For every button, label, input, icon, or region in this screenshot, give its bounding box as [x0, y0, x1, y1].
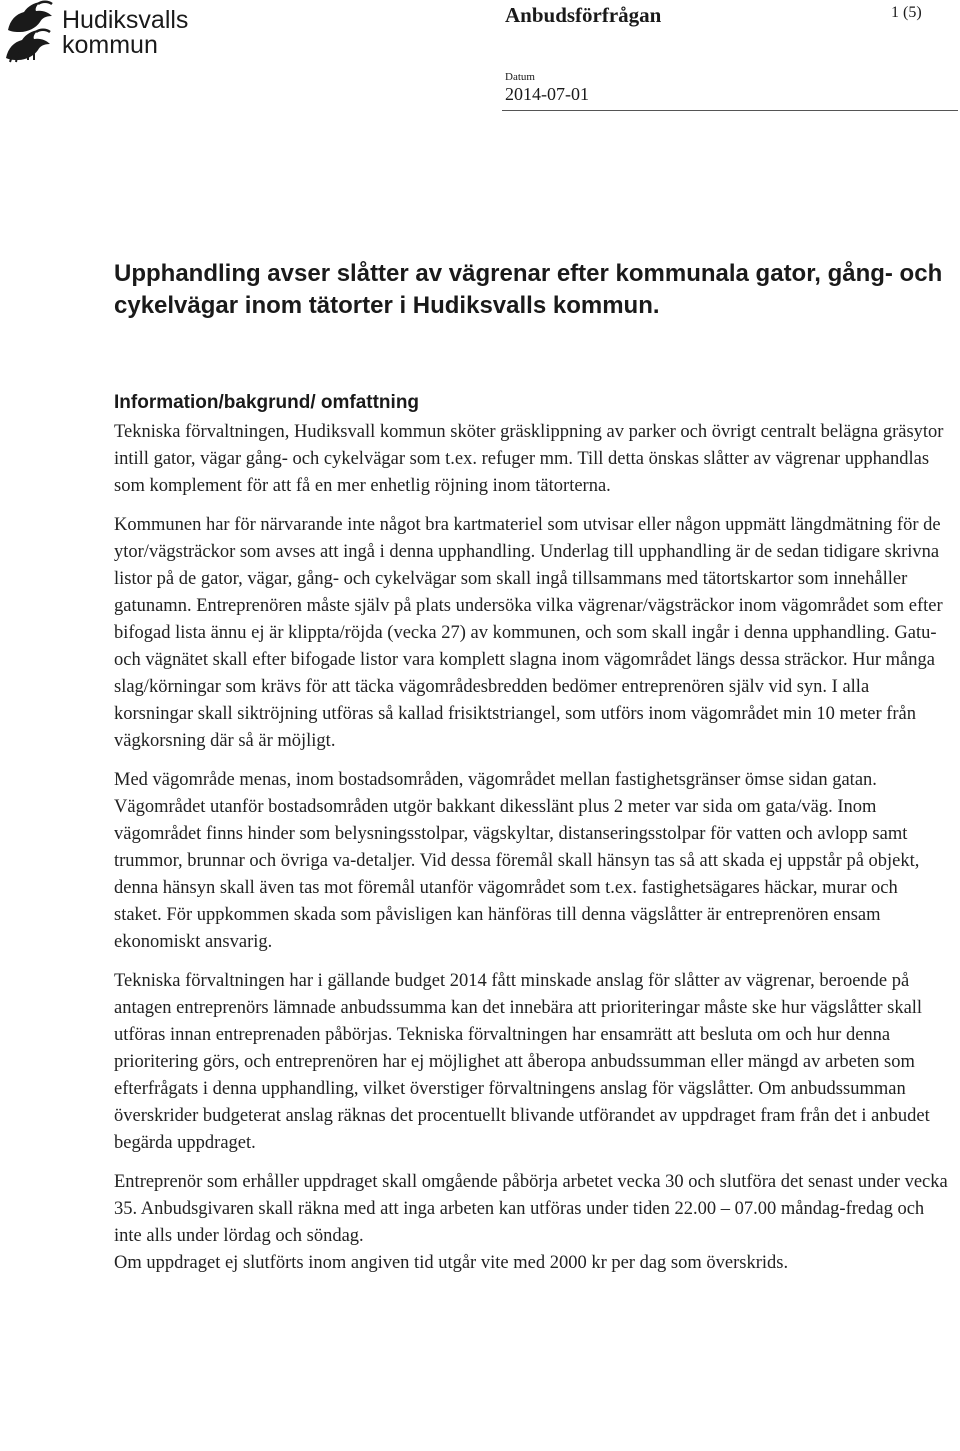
- goat-emblem-icon: [2, 0, 58, 66]
- paragraph-road-area: Med vägområde menas, inom bostadsområden, vägområdet mellan fastighetsgränser ömse sidan gatan. Vägområdet utanför bostadsområden utgör bakkant dikesslänt plus 2 meter var sida om gata/väg. Inom vägområdet finns hinder som belysningsstolpar, vägskyltar, distanseringsstolpar för vatten och avlopp samt trummor, brunnar och övriga va-detaljer. Vid dessa föremål skall hänsyn tas så att skada ej uppstår på objekt, denna hänsyn skall även tas mot föremål utanför vägområdet som t.ex. fastighetsägares häckar, murar och staket. För uppkommen skada som påvisligen kan hänföras till denna vägslåtter är entreprenören ensam ekonomiskt ansvarig.: [114, 770, 920, 952]
- logo-line-1: Hudiksvalls: [62, 6, 189, 34]
- logo-wordmark: [62, 8, 188, 58]
- page-number: 1 (5): [891, 4, 922, 21]
- paragraph-penalty: Om uppdraget ej slutförts inom angiven tid utgår vite med 2000 kr per dag som överskrids.: [114, 1253, 789, 1273]
- logo-line-2: kommun: [62, 31, 158, 59]
- hudiksvall-logo: [2, 0, 202, 70]
- date-value: 2014-07-01: [505, 84, 589, 104]
- section-heading: Information/bakgrund/ omfattning: [114, 392, 420, 413]
- date-label: Datum: [505, 71, 535, 83]
- paragraph-budget: Tekniska förvaltningen har i gällande budget 2014 fått minskade anslag för slåtter av vägrenar, beroende på antagen entreprenörs lämnade anbudssumma kan det innebära att prioriteringar måste ske hur vägslåtter skall utföras innan entreprenaden påbörjas. Tekniska förvaltningen har ensamrätt att besluta om och hur denna prioritering görs, och entreprenören har ej möjlighet att åberopa anbudssumman eller mängd av arbeten som efterfrågats i denna upphandling, vilket överstiger förvaltningens anslag för vägslåtter. Om anbudssumman överskrider budgeterat anslag räknas det procentuellt blivande utförandet av uppdraget fram från det i anbudet begärda uppdraget.: [114, 971, 930, 1153]
- document-body: [114, 390, 949, 1277]
- page-title: Upphandling avser slåtter av vägrenar efter kommunala gator, gång- och cykelvägar inom tätorter i Hudiksvalls kommun.: [114, 260, 943, 319]
- paragraph-scope: Kommunen har för närvarande inte något bra kartmateriel som utvisar eller någon uppmätt längdmätning för de ytor/vägsträckor som avses att ingå i denna upphandling. Underlag till upphandling är de sedan tidigare skrivna listor på de gator, vägar, gång- och cykelvägar som skall ingå tillsammans med tätortskartor som innehåller gatunamn. Entreprenören måste själv på plats undersöka vilka vägrenar/vägsträckor inom vägområdet som efter bifogad lista ännu ej är klippta/röjda (vecka 27) av kommunen, och som skall ingår i denna upphandling. Gatu- och vägnätet skall efter bifogade listor vara komplett slagna inom vägområdet längs dessa sträckor. Hur många slag/körningar som krävs för att täcka vägområdesbredden bedömer entreprenören själv vid syn. I alla korsningar skall siktröjning utföras så kallad frisiktstriangel, som utförs inom vägområdet min 10 meter från vägkorsning där så är möjligt.: [114, 515, 943, 751]
- paragraph-schedule: Entreprenör som erhåller uppdraget skall omgående påbörja arbetet vecka 30 och slutföra det senast under vecka 35. Anbudsgivaren skall räkna med att inga arbeten kan utföras under tiden 22.00 – 07.00 måndag-fredag och inte alls under lördag och söndag.: [114, 1172, 948, 1246]
- paragraph-background: Tekniska förvaltningen, Hudiksvall kommun sköter gräsklippning av parker och övrigt centralt belägna gräsytor intill gator, vägar gång- och cykelvägar som t.ex. refuger mm. Till detta önskas slåtter av vägrenar upphandlas som komplement för att få en mer enhetlig röjning inom tätorterna.: [114, 422, 944, 496]
- header-divider: [502, 110, 958, 111]
- document-type: Anbudsförfrågan: [505, 3, 662, 27]
